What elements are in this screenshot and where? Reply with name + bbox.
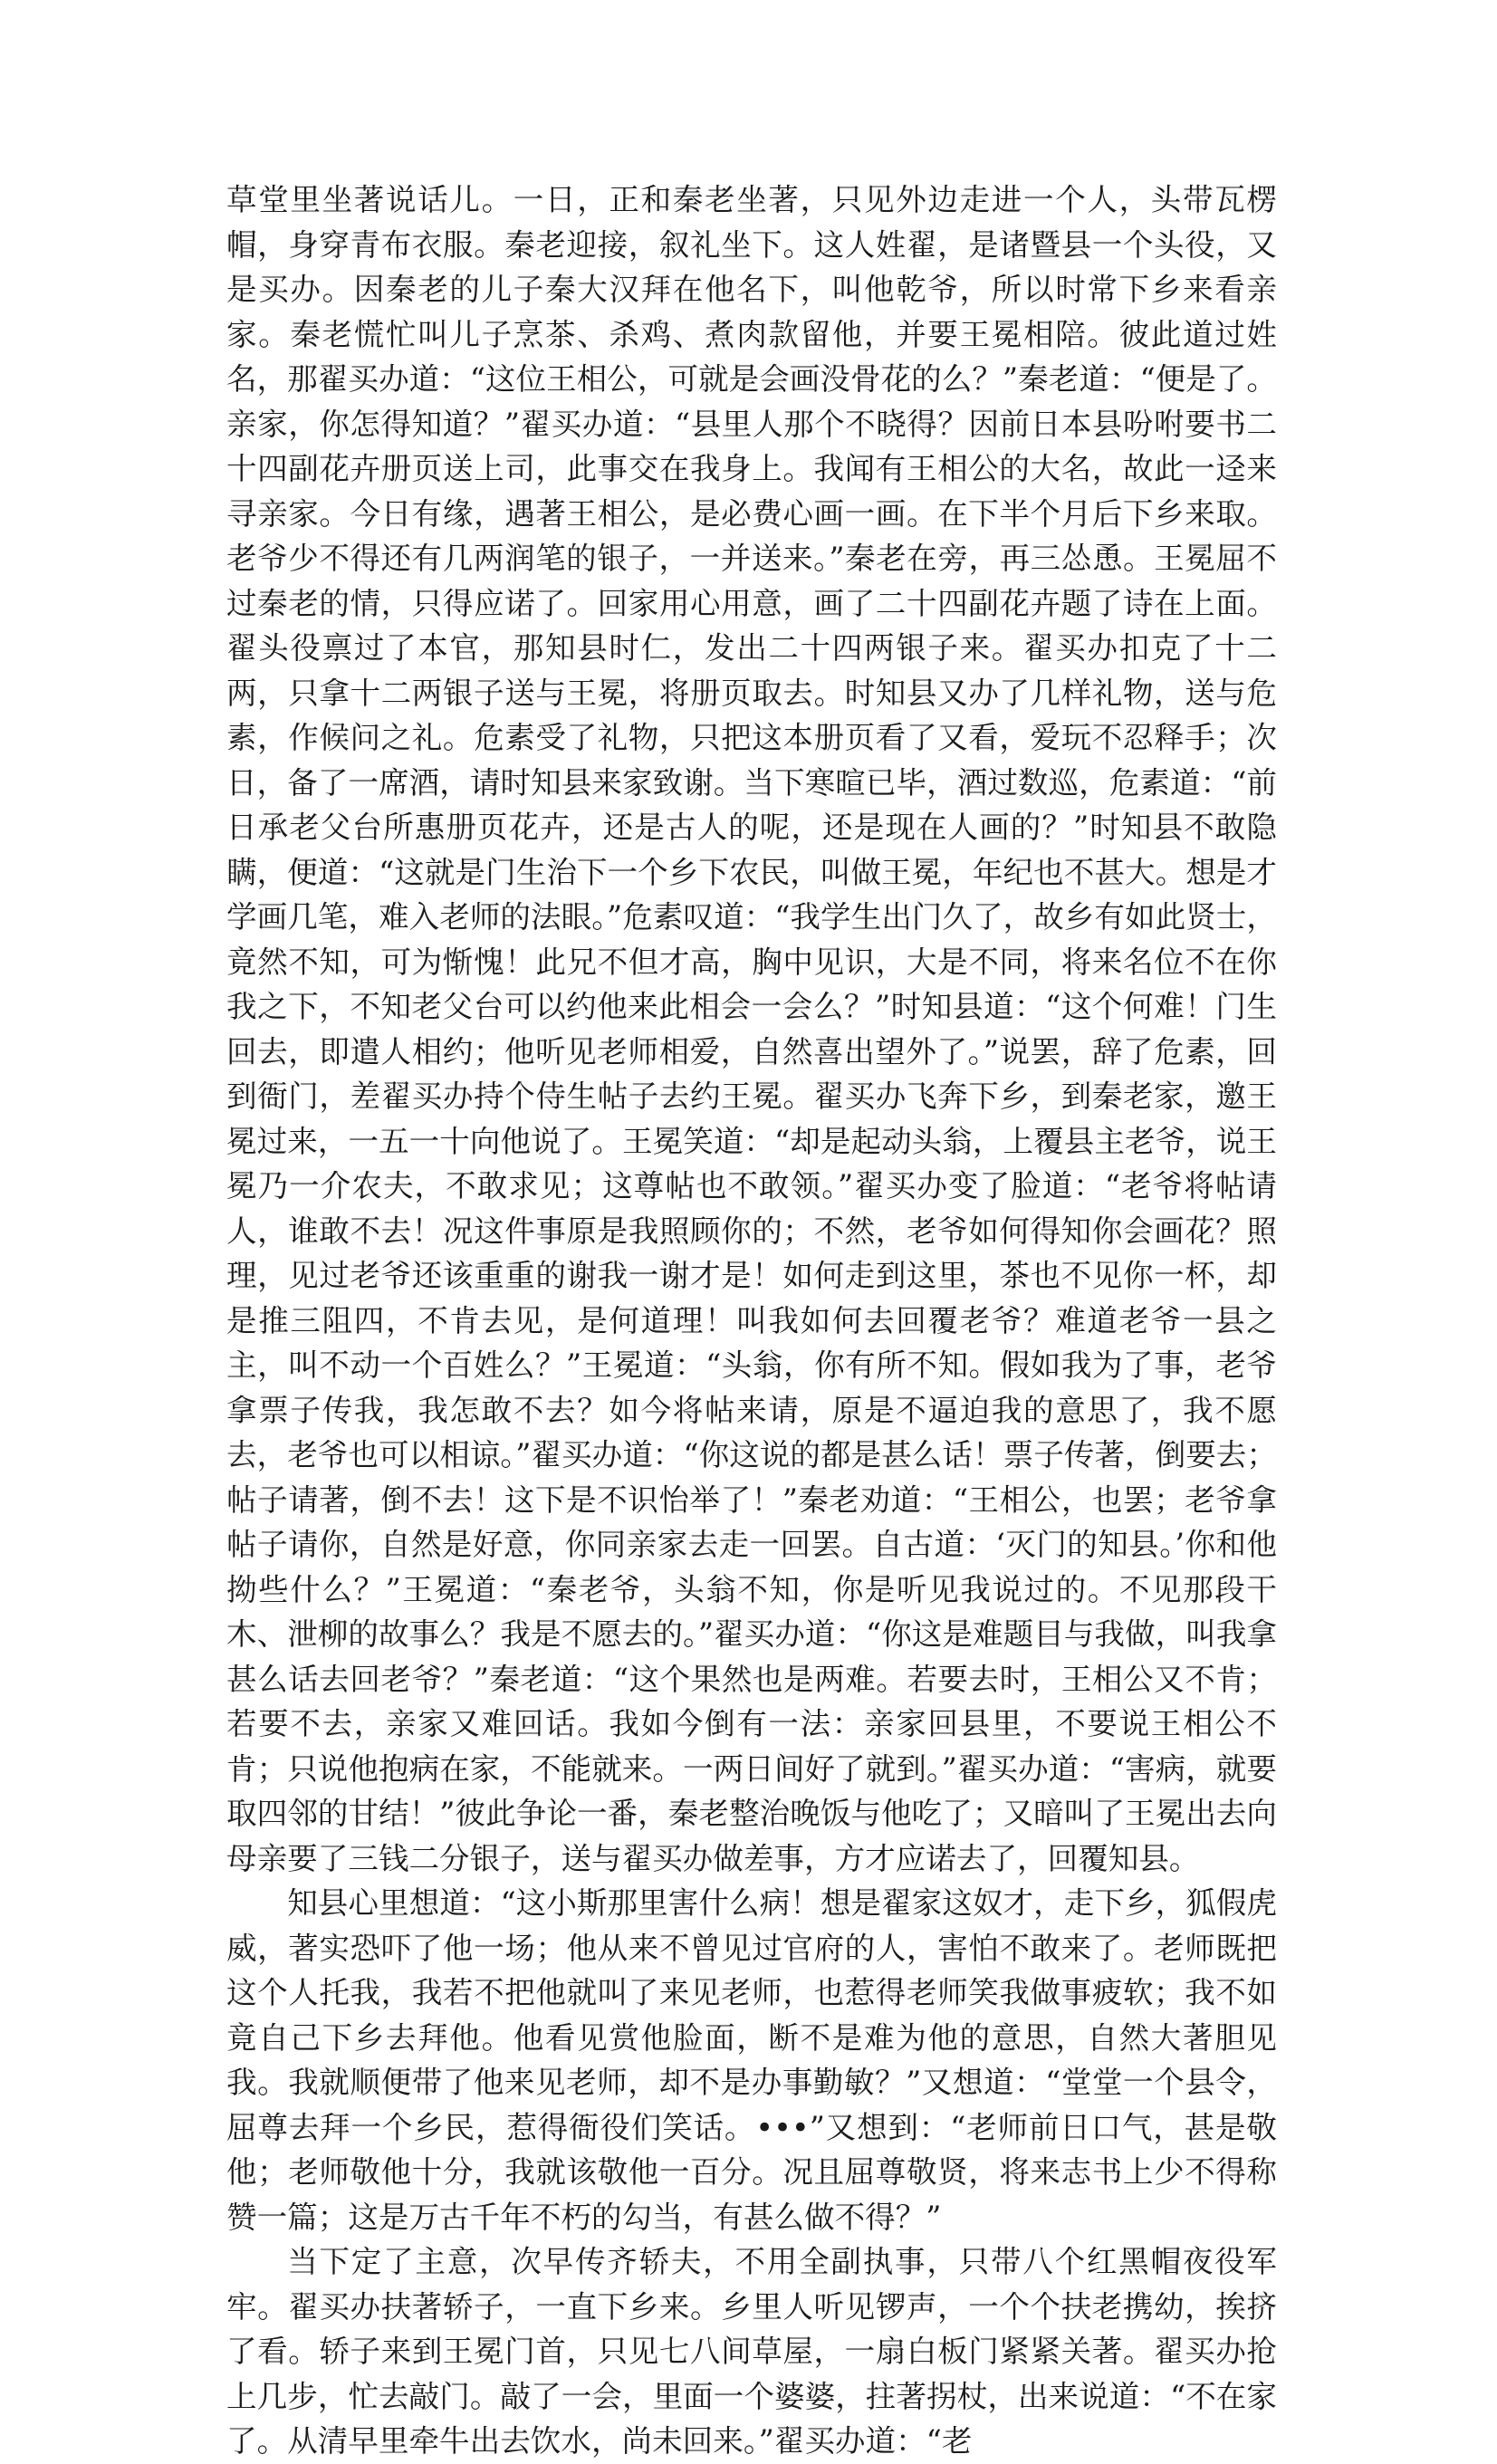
paragraph-1: 草堂里坐著说话儿。一日，正和秦老坐著，只见外边走进一个人，头带瓦楞帽，身穿青布衣服。秦老迎接，叙礼坐下。这人姓翟，是诸暨县一个头役，又是买办。因秦老的儿子秦大汉拜在他名下，叫他乾爷，所以时常下乡来看亲家。秦老慌忙叫儿子烹茶、杀鸡、煮肉款留他，并要王冕相陪。彼此道过姓名，那翟买办道：“这位王相公，可就是会画没骨花的么？”秦老道：“便是了。亲家，你怎得知道？”翟买办道：“县里人那个不晓得？因前日本县吩咐要书二十四副花卉册页送上司，此事交在我身上。我闻有王相公的大名，故此一迳来寻亲家。今日有缘，遇著王相公，是必费心画一画。在下半个月后下乡来取。老爷少不得还有几两润笔的银子，一并送来。”秦老在旁，再三怂恿。王冕屈不过秦老的情，只得应诺了。回家用心用意，画了二十四副花卉题了诗在上面。翟头役禀过了本官，那知县时仁，发出二十四两银子来。翟买办扣克了十二两，只拿十二两银子送与王冕，将册页取去。时知县又办了几样礼物，送与危素，作候问之礼。危素受了礼物，只把这本册页看了又看，爱玩不忍释手；次日，备了一席酒，请时知县来家致谢。当下寒暄已毕，酒过数巡，危素道：“前日承老父台所惠册页花卉，还是古人的呢，还是现在人画的？”时知县不敢隐瞒，便道：“这就是门生治下一个乡下农民，叫做王冕，年纪也不甚大。想是才学画几笔，难入老师的法眼。”危素叹道：“我学生出门久了，故乡有如此贤士，竟然不知，可为惭愧！此兄不但才高，胸中见识，大是不同，将来名位不在你我之下，不知老父台可以约他来此相会一会么？”时知县道：“这个何难！门生回去，即遣人相约；他听见老师相爱，自然喜出望外了。”说罢，辞了危素，回到衙门，差翟买办持个侍生帖子去约王冕。翟买办飞奔下乡，到秦老家，邀王冕过来，一五一十向他说了。王冕笑道：“却是起动头翁，上覆县主老爷，说王冕乃一介农夫，不敢求见；这尊帖也不敢领。”翟买办变了脸道：“老爷将帖请人，谁敢不去！况这件事原是我照顾你的；不然，老爷如何得知你会画花？照理，见过老爷还该重重的谢我一谢才是！如何走到这里，茶也不见你一杯，却是推三阻四，不肯去见，是何道理！叫我如何去回覆老爷？难道老爷一县之主，叫不动一个百姓么？”王冕道：“头翁，你有所不知。假如我为了事，老爷拿票子传我，我怎敢不去？如今将帖来请，原是不逼迫我的意思了，我不愿去，老爷也可以相谅。”翟买办道：“你这说的都是甚么话！票子传著，倒要去；帖子请著，倒不去！这下是不识怡举了！”秦老劝道：“王相公，也罢；老爷拿帖子请你，自然是好意，你同亲家去走一回罢。自古道：‘灭门的知县。’你和他拗些什么？”王冕道：“秦老爷，头翁不知，你是听见我说过的。不见那段干木、泄柳的故事么？我是不愿去的。”翟买办道：“你这是难题目与我做，叫我拿甚么话去回老爷？”秦老道：“这个果然也是两难。若要去时，王相公又不肯；若要不去，亲家又难回话。我如今倒有一法：亲家回县里，不要说王相公不肯；只说他抱病在家，不能就来。一两日间好了就到。”翟买办道：“害病，就要取四邻的甘结！”彼此争论一番，秦老整治晚饭与他吃了；又暗叫了王冕出去向母亲要了三钱二分银子，送与翟买办做差事，方才应诺去了，回覆知县。 bbox=[226, 182, 1277, 1876]
paragraph-3: 当下定了主意，次早传齐轿夫，不用全副执事，只带八个红黑帽夜役军牢。翟买办扶著轿子，一直下乡来。乡里人听见锣声，一个个扶老携幼，挨挤了看。轿子来到王冕门首，只见七八间草屋，一扇白板门紧紧关著。翟买办抢上几步，忙去敲门。敲了一会，里面一个婆婆，拄著拐杖，出来说道：“不在家了。从清早里牵牛出去饮水，尚未回来。”翟买办道：“老 bbox=[226, 2244, 1277, 2459]
body-text bbox=[226, 177, 1277, 2464]
paragraph-2: 知县心里想道：“这小斯那里害什么病！想是翟家这奴才，走下乡，狐假虎威，著实恐吓了他一场；他从来不曾见过官府的人，害怕不敢来了。老师既把这个人托我，我若不把他就叫了来见老师，也惹得老师笑我做事疲软；我不如竟自己下乡去拜他。他看见赏他脸面，断不是难为他的意思，自然大著胆见我。我就顺便带了他来见老师，却不是办事勤敏？”又想道：“堂堂一个县令，屈尊去拜一个乡民，惹得衙役们笑话。•••”又想到：“老师前日口气，甚是敬他；老师敬他十分，我就该敬他一百分。况且屈尊敬贤，将来志书上少不得称赞一篇；这是万古千年不朽的勾当，有甚么做不得？” bbox=[226, 1885, 1277, 2235]
